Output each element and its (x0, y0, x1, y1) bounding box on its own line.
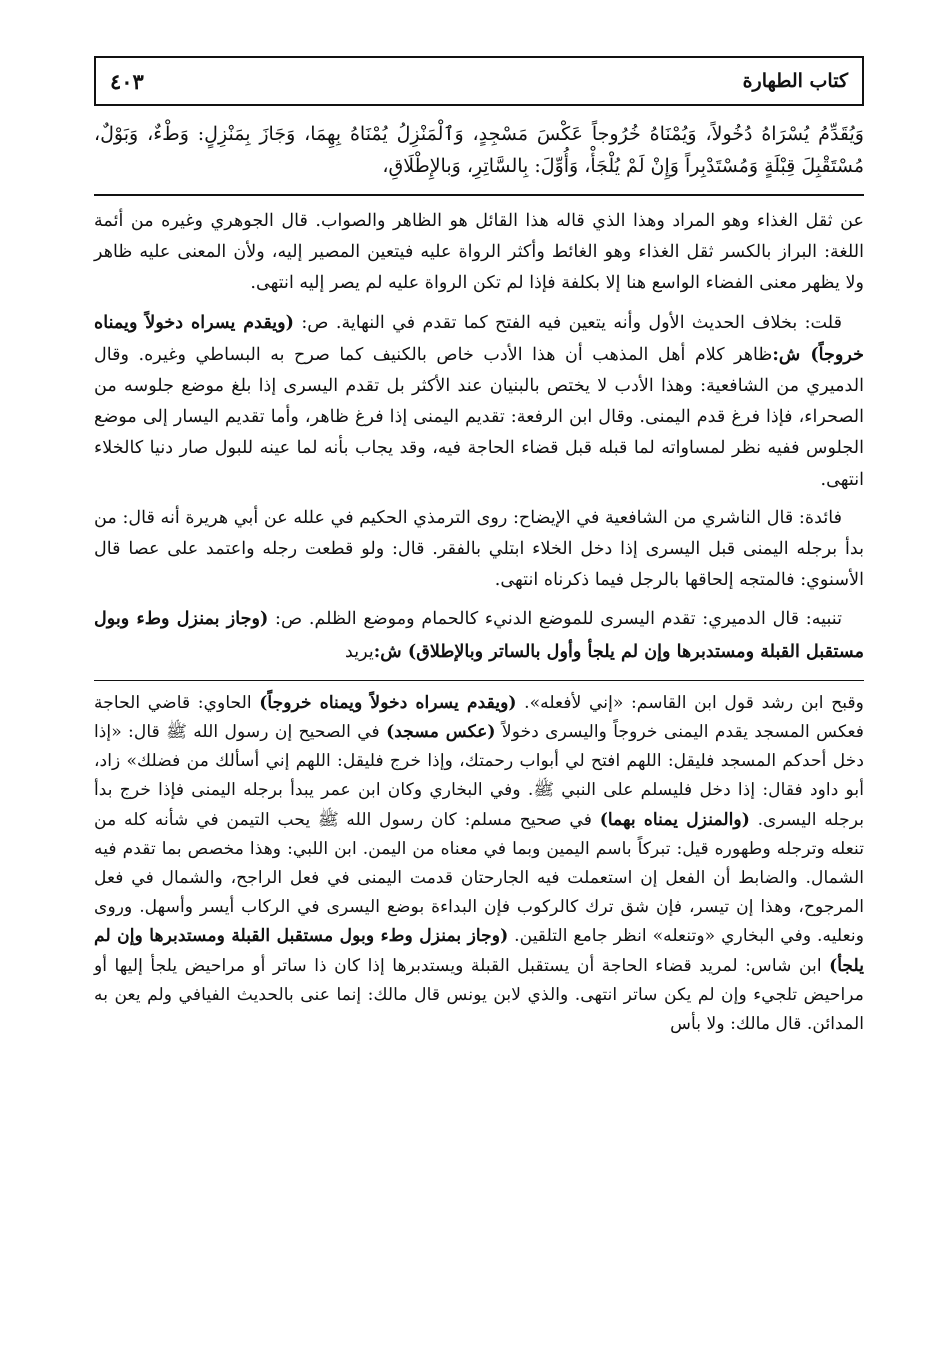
footnote-text: وقبح ابن رشد قول ابن القاسم: «إني لأفعله». (524, 692, 864, 713)
commentary-text: تنبيه: قال الدميري: تقدم اليسرى للموضع الدنيء كالحمام وموضع الظلم. ص: (275, 609, 842, 630)
book-title: كتاب الطهارة (742, 70, 848, 92)
commentary-text: ظاهر كلام أهل المذهب أن هذا الأدب خاص بالكنيف كما صرح به البساطي وغيره. وقال الدميري من الشافعية: وهذا الأدب لا يختص بالبنيان عند الأكثر بل تقدم اليسرى إذا بلغ موضع جلوسه من الصحراء، فإذا فرغ قدم اليمنى. وقال ابن الرفعة: تقديم اليمنى إذا فرغ ظاهر، وأما تقديم اليسار إلى موضع الجلوس ففيه نظر لمساواته لما قبله قبل قضاء الحاجة فيه، وقد يجاب بأنه لما عينه للبول صار دنيا كالخلاء انتهى. (94, 344, 864, 490)
footnote-paragraph (94, 689, 864, 1039)
footnote-quote: (عكس مسجد) (386, 722, 496, 743)
commentary (94, 206, 864, 668)
matn-quote: (ويقدم يسراه دخولاً ويمناه خروجاً) ش: (94, 311, 864, 365)
footnote-quote: (والمنزل يمناه بهما) (599, 809, 750, 830)
commentary-paragraph-3: فائدة: قال الناشري من الشافعية في الإيضاح: روى الترمذي الحكيم في علله عن أبي هريرة أنه قال: من بدأ برجله اليمنى قبل اليسرى إذا دخل الخلاء ابتلي بالفقر. قال: ولو قطعت رجله واعتمد على عصا قال الأسنوي: فالمتجه إلحاقها بالرجل فيما ذكرناه انتهى. (94, 507, 864, 591)
footnote-text: الحاوي: قاضي الحاجة فعكس المسجد يقدم اليمنى خروجاً واليسرى دخولاً (94, 692, 864, 743)
footnote-quote: (وجاز بمنزل وطء وبول مستقبل القبلة ومستدبرها وإن لم يلجأ) (94, 926, 864, 976)
commentary-paragraph-4 (94, 603, 864, 667)
footnote-text: في صحيح مسلم: كان رسول الله ﷺ يحب التيمن في شأنه كله من تنعله وترجله وطهوره قيل: تبركاً باسم اليمين وبما في معناه من اليمن. ابن اللبي: وهذا مخصص بما تقدم فيه الشمال. والضابط أن الفعل إن استعملت فيه الجارحتان قدمت اليمنى في فعل الراجح، والشمال في فعل المرجوح، وهذا إن تيسر، فإن شق ترك كالركوب فإن البداءة بوضع اليسرى في الركاب أيسر وأسهل. وروى ونعليه. وفي البخاري «وتنعله» انظر جامع التلقين. (94, 809, 864, 947)
footnote-section (94, 689, 864, 1039)
commentary-paragraph-1: عن ثقل الغذاء وهو المراد وهذا الذي قاله هذا القائل هو الظاهر والصواب. قال الجوهري وغيره من أئمة اللغة: البراز بالكسر ثقل الغذاء وهو الغائط وأكثر الرواة عليه فيتعين المصير إليه، ولأن المعنى عليه ظاهر ولا يظهر معنى الفضاء الواسع هنا إلا بكلفة فإذا لم تكن الرواة عليه لم يصر إليه انتهى. (94, 211, 864, 294)
footnote-text: في الصحيح إن رسول الله ﷺ قال: «إذا دخل أحدكم المسجد فليقل: اللهم افتح لي أبواب رحمتك، وإذا خرج فليقل: اللهم إني أسألك من فضلك» زاد، أبو داود فقال: إذا دخل فليسلم على النبي ﷺ. وفي البخاري وكان ابن عمر يبدأ برجله اليمنى فإذا خرج بدأ برجله اليسرى. (94, 722, 864, 830)
footnote-text: ابن شاس: لمريد قضاء الحاجة أن يستقبل القبلة ويستدبرها إذا كان ذا ساتر أو مراحيض يلجأ إليها أو مراحيض تلجيء وإن لم يكن ساتر انتهى. والذي لابن يونس قال مالك: إنما عنى بالحديث الفيافي ولم يعن به المدائن. قال مالك: ولا بأس (94, 955, 864, 1035)
book-page (94, 56, 864, 1039)
footnote-divider (94, 680, 864, 681)
commentary-text: يريد (345, 641, 374, 662)
commentary-paragraph-2 (94, 307, 864, 496)
matn-divider (94, 194, 864, 196)
matn-text: وَيُقَدِّمُ يُسْرَاهُ دُخُولاً، وَيُمْنَاهُ خُرُوجاً عَكْسَ مَسْجِدٍ، وَٱلْمَنْزِلُ يُمْنَاهُ بِهِمَا، وَجَازَ بِمَنْزِلٍ: وَطْءٌ، وَبَوْلٌ، مُسْتَقْبِلَ قِبْلَةٍ وَمُسْتَدْبِراً وَإِنْ لَمْ يُلْجَأْ، وَأُوِّلَ: بِالسَّاتِرِ، وَبالإِطْلَاقِ، (94, 123, 864, 177)
page-number: ٤٠٣ (110, 68, 144, 94)
commentary-text: قلت: بخلاف الحديث الأول وأنه يتعين فيه الفتح كما تقدم في النهاية. ص: (301, 312, 843, 333)
footnote-quote: (ويقدم يسراه دخولاً ويمناه خروجاً) (259, 692, 517, 713)
matn-quote: (وجاز بمنزل وطء وبول مستقبل القبلة ومستدبرها وإن لم يلجأ وأول بالساتر وبالإطلاق) ش: (94, 608, 864, 662)
page-header (94, 56, 864, 106)
